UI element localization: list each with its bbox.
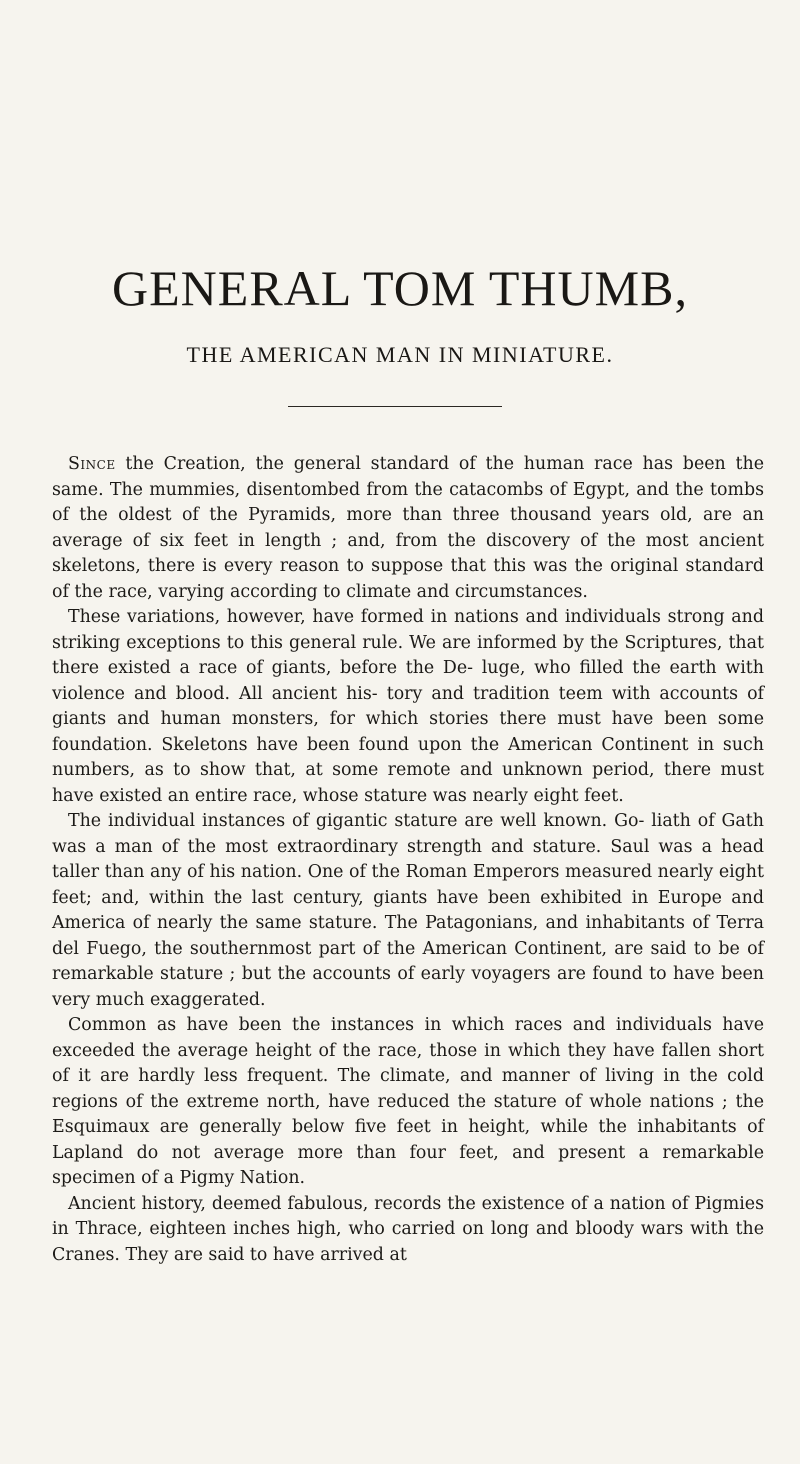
paragraph-4: Common as have been the instances in which races and individuals have exceeded the average height of the race, those in which they have fallen short of it are hardly less frequent. The climate, and manner of living in the cold regions of the extreme north, have reduced the stature of whole nations ; the Esquimaux are generally below five feet in height, while the inhabitants of Lapland do not average more than four feet, and present a remarkable specimen of a Pigmy Nation. bbox=[52, 1015, 764, 1188]
paragraph-lead-word: Since bbox=[68, 454, 116, 474]
paragraph-2: These variations, however, have formed in nations and individuals strong and striking exceptions to this general rule. We are informed by the Scriptures, that there existed a race of giants, before the De- luge, who filled the earth with violence and blood. All ancient his- tory and tradition teem with accounts of giants and human monsters, for which stories there must have been some foundation. Skeletons have been found upon the American Continent in such numbers, as to show that, at some remote and unknown period, there must have existed an entire race, whose stature was nearly eight feet. bbox=[52, 607, 764, 806]
title-divider bbox=[288, 406, 502, 407]
body-text bbox=[52, 452, 764, 1268]
paragraph-1 bbox=[52, 452, 764, 605]
paragraph-3: The individual instances of gigantic stature are well known. Go- liath of Gath was a man of the most extraordinary strength and stature. Saul was a head taller than any of his nation. One of the Roman Emperors measured nearly eight feet; and, within the last century, giants have been exhibited in Europe and America of nearly the same stature. The Patagonians, and inhabitants of Terra del Fuego, the southernmost part of the American Continent, are said to be of remarkable stature ; but the accounts of early voyagers are found to have been very much exaggerated. bbox=[52, 811, 764, 1010]
page-subtitle: THE AMERICAN MAN IN MINIATURE. bbox=[186, 342, 614, 367]
paragraph-text: the Creation, the general standard of the human race has been the same. The mummies, disentombed from the catacombs of Egypt, and the tombs of the oldest of the Pyramids, more than three thousand years old, are an average of six feet in length ; and, from the discovery of the most ancient skeletons, there is every reason to suppose that this was the original standard of the race, varying according to climate and circumstances. bbox=[52, 454, 764, 602]
page-title: GENERAL TOM THUMB, bbox=[112, 260, 688, 316]
paragraph-5: Ancient history, deemed fabulous, records the existence of a nation of Pigmies in Thrace, eighteen inches high, who carried on long and bloody wars with the Cranes. They are said to have arrived at bbox=[52, 1193, 764, 1265]
